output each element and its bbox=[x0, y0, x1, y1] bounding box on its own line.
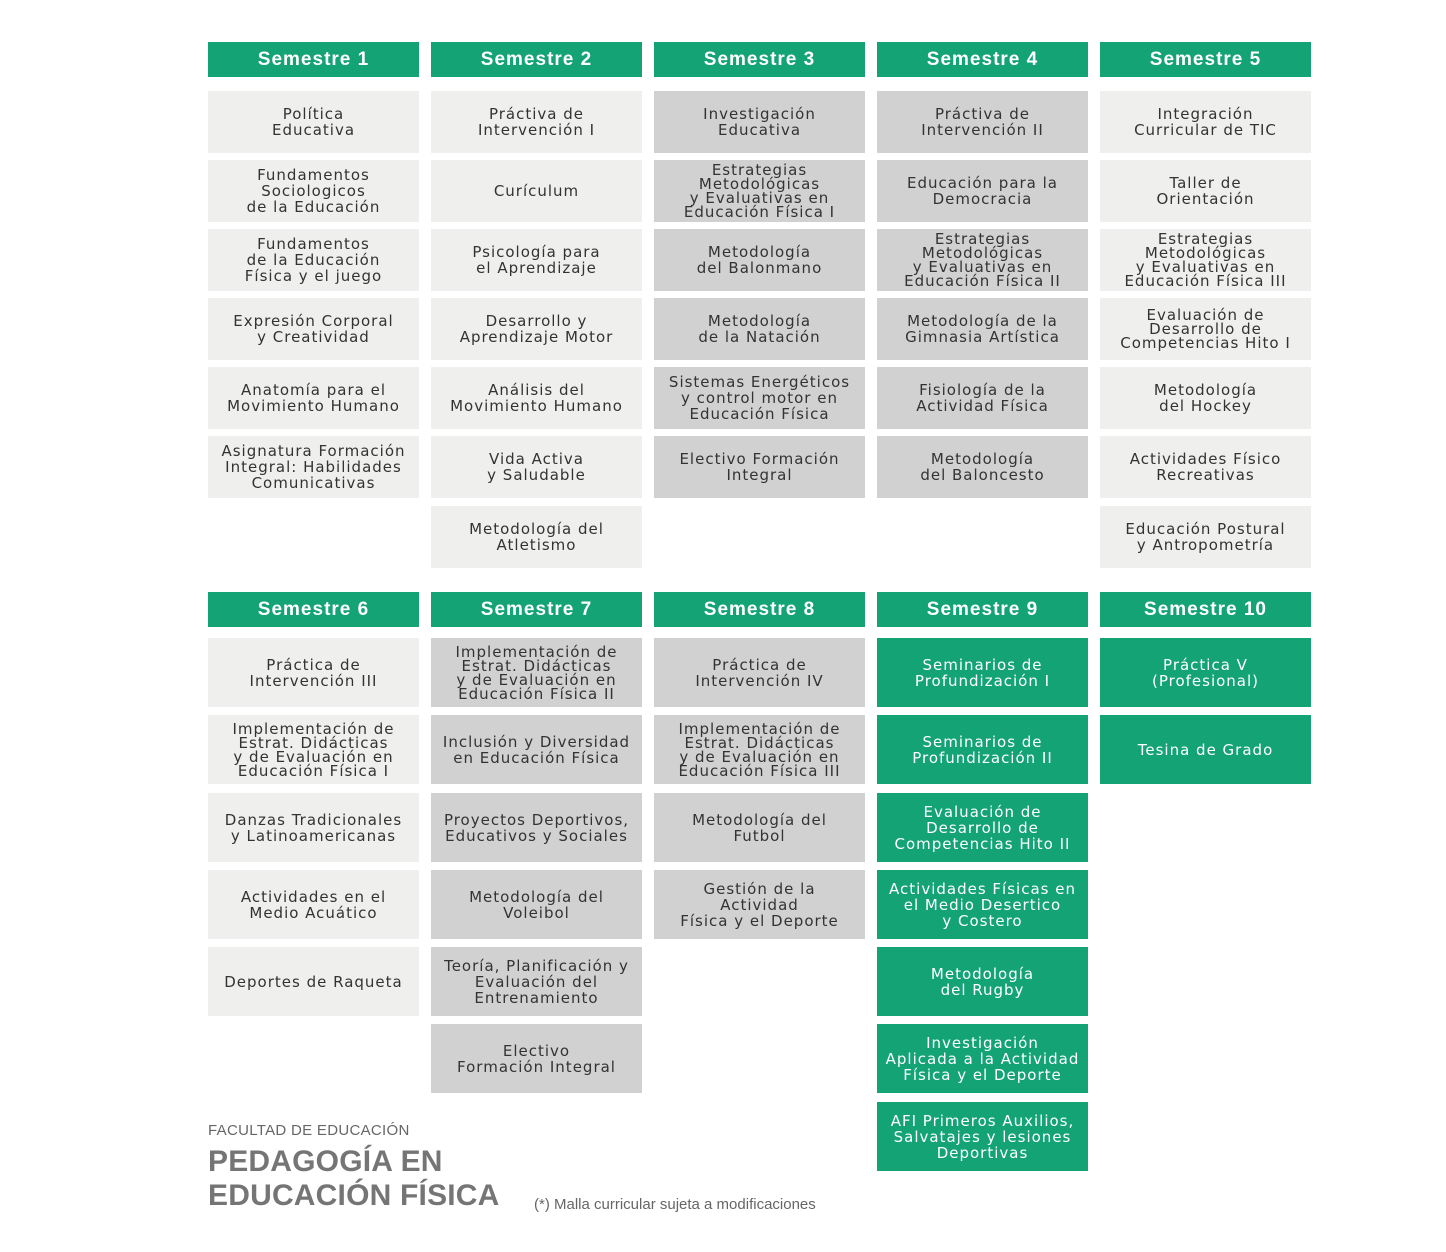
semester-3-header: Semestre 3 bbox=[654, 42, 865, 77]
course-cell: Estrategias Metodológicas y Evaluativas en Educación Física III bbox=[1100, 229, 1311, 291]
course-cell: Metodología de la Gimnasia Artística bbox=[877, 298, 1088, 360]
course-cell: Proyectos Deportivos, Educativos y Sociales bbox=[431, 793, 642, 862]
semester-5-header: Semestre 5 bbox=[1100, 42, 1311, 77]
course-cell: Educación Postural y Antropometría bbox=[1100, 506, 1311, 568]
course-cell: Implementación de Estrat. Didácticas y de Evaluación en Educación Física II bbox=[431, 638, 642, 707]
course-cell: Inclusión y Diversidad en Educación Física bbox=[431, 715, 642, 784]
course-cell: Danzas Tradicionales y Latinoamericanas bbox=[208, 793, 419, 862]
course-cell: Gestión de la Actividad Física y el Deporte bbox=[654, 870, 865, 939]
program-title-line1: PEDAGOGÍA EN bbox=[208, 1145, 443, 1178]
course-cell: Estrategias Metodológicas y Evaluativas en Educación Física II bbox=[877, 229, 1088, 291]
semester-10-header: Semestre 10 bbox=[1100, 592, 1311, 627]
course-cell: Evaluación de Desarrollo de Competencias Hito I bbox=[1100, 298, 1311, 360]
course-cell: Metodología del Baloncesto bbox=[877, 436, 1088, 498]
course-cell: Metodología del Futbol bbox=[654, 793, 865, 862]
course-cell: Práctica de Intervención IV bbox=[654, 638, 865, 707]
course-cell: Teoría, Planificación y Evaluación del Entrenamiento bbox=[431, 947, 642, 1016]
course-cell: Expresión Corporal y Creatividad bbox=[208, 298, 419, 360]
course-cell: Práctiva de Intervención II bbox=[877, 91, 1088, 153]
course-cell: Actividades Físicas en el Medio Desertico y Costero bbox=[877, 870, 1088, 939]
faculty-label: FACULTAD DE EDUCACIÓN bbox=[208, 1122, 410, 1139]
course-cell: Metodología del Atletismo bbox=[431, 506, 642, 568]
course-cell: Evaluación de Desarrollo de Competencias Hito II bbox=[877, 793, 1088, 862]
disclaimer-note: (*) Malla curricular sujeta a modificaciones bbox=[534, 1196, 816, 1213]
semester-7-header: Semestre 7 bbox=[431, 592, 642, 627]
course-cell: Integración Curricular de TIC bbox=[1100, 91, 1311, 153]
course-cell: Electivo Formación Integral bbox=[654, 436, 865, 498]
course-cell: Investigación Aplicada a la Actividad Física y el Deporte bbox=[877, 1024, 1088, 1093]
course-cell: Educación para la Democracia bbox=[877, 160, 1088, 222]
course-cell: Fundamentos de la Educación Física y el juego bbox=[208, 229, 419, 291]
course-cell: Psicología para el Aprendizaje bbox=[431, 229, 642, 291]
course-cell: Electivo Formación Integral bbox=[431, 1024, 642, 1093]
course-cell: Práctiva de Intervención I bbox=[431, 91, 642, 153]
course-cell: Taller de Orientación bbox=[1100, 160, 1311, 222]
course-cell: Deportes de Raqueta bbox=[208, 947, 419, 1016]
course-cell: Investigación Educativa bbox=[654, 91, 865, 153]
course-cell: Estrategias Metodológicas y Evaluativas en Educación Física I bbox=[654, 160, 865, 222]
semester-8-header: Semestre 8 bbox=[654, 592, 865, 627]
course-cell: Implementación de Estrat. Didácticas y de Evaluación en Educación Física III bbox=[654, 715, 865, 784]
program-title-line2: EDUCACIÓN FÍSICA bbox=[208, 1179, 500, 1212]
course-cell: Metodología del Balonmano bbox=[654, 229, 865, 291]
semester-9-header: Semestre 9 bbox=[877, 592, 1088, 627]
course-cell: Actividades Físico Recreativas bbox=[1100, 436, 1311, 498]
semester-6-header: Semestre 6 bbox=[208, 592, 419, 627]
semester-4-header: Semestre 4 bbox=[877, 42, 1088, 77]
course-cell: Curículum bbox=[431, 160, 642, 222]
semester-1-header: Semestre 1 bbox=[208, 42, 419, 77]
course-cell: AFI Primeros Auxilios, Salvatajes y lesiones Deportivas bbox=[877, 1102, 1088, 1171]
course-cell: Anatomía para el Movimiento Humano bbox=[208, 367, 419, 429]
course-cell: Fisiología de la Actividad Física bbox=[877, 367, 1088, 429]
course-cell: Fundamentos Sociologicos de la Educación bbox=[208, 160, 419, 222]
course-cell: Metodología del Voleibol bbox=[431, 870, 642, 939]
course-cell: Implementación de Estrat. Didácticas y de Evaluación en Educación Física I bbox=[208, 715, 419, 784]
course-cell: Seminarios de Profundización I bbox=[877, 638, 1088, 707]
course-cell: Política Educativa bbox=[208, 91, 419, 153]
course-cell: Vida Activa y Saludable bbox=[431, 436, 642, 498]
course-cell: Actividades en el Medio Acuático bbox=[208, 870, 419, 939]
course-cell: Metodología del Hockey bbox=[1100, 367, 1311, 429]
course-cell: Seminarios de Profundización II bbox=[877, 715, 1088, 784]
course-cell: Metodología del Rugby bbox=[877, 947, 1088, 1016]
course-cell: Desarrollo y Aprendizaje Motor bbox=[431, 298, 642, 360]
course-cell: Práctica V (Profesional) bbox=[1100, 638, 1311, 707]
course-cell: Tesina de Grado bbox=[1100, 715, 1311, 784]
course-cell: Análisis del Movimiento Humano bbox=[431, 367, 642, 429]
course-cell: Práctica de Intervención III bbox=[208, 638, 419, 707]
semester-2-header: Semestre 2 bbox=[431, 42, 642, 77]
course-cell: Asignatura Formación Integral: Habilidades Comunicativas bbox=[208, 436, 419, 498]
course-cell: Sistemas Energéticos y control motor en Educación Física bbox=[654, 367, 865, 429]
course-cell: Metodología de la Natación bbox=[654, 298, 865, 360]
